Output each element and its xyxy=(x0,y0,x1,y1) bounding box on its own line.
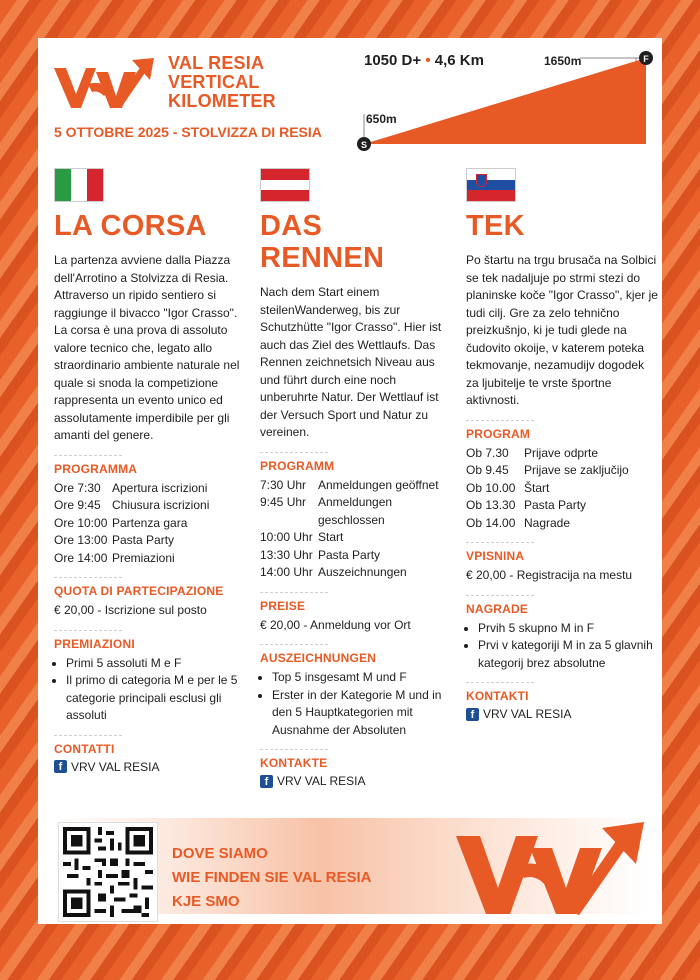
column-italian xyxy=(54,168,246,774)
award-item: • Primi 5 assoluti M e F xyxy=(66,655,246,673)
contacts-title: KONTAKTI xyxy=(466,689,529,703)
title-line-1: VAL RESIA xyxy=(168,53,265,73)
fee-title: QUOTA DI PARTECIPAZIONE xyxy=(54,584,224,598)
heading-tek: TEK xyxy=(466,210,525,242)
austria-flag xyxy=(260,168,310,202)
elevation-area xyxy=(364,58,646,144)
awards-section xyxy=(260,651,452,739)
program-row: Ore 13:00 Pasta Party xyxy=(54,533,175,547)
fee-title: VPISNINA xyxy=(466,549,525,563)
program-row: 7:30 Uhr Anmeldungen geöffnet xyxy=(260,477,439,492)
location-line-sl: KJE SMO xyxy=(172,893,240,910)
elevation-start-label: 650m xyxy=(366,112,397,126)
program-row: Ob 14.00 Nagrade xyxy=(466,515,571,530)
column-german xyxy=(260,168,452,788)
location-line-it: DOVE SIAMO xyxy=(172,845,268,862)
program-title: PROGRAMM xyxy=(260,458,335,473)
facebook-icon: f xyxy=(54,760,67,773)
awards-title: PREMIAZIONI xyxy=(54,636,135,651)
divider xyxy=(260,644,328,645)
poster-card xyxy=(38,38,662,924)
program-row: Ore 10:00 Partenza gara xyxy=(54,515,188,530)
column-slovenian xyxy=(466,168,658,721)
awards-title: AUSZEICHNUNGEN xyxy=(260,651,377,665)
program-section xyxy=(466,427,658,533)
program-row: 9:45 Uhr Anmeldungen geschlossen xyxy=(260,495,393,527)
qr-code[interactable] xyxy=(58,822,158,922)
italy-flag xyxy=(54,168,104,202)
program-row: 10:00 Uhr Start xyxy=(260,530,344,544)
award-item: • Prvih 5 skupno M in F xyxy=(478,620,658,638)
divider xyxy=(466,595,534,596)
facebook-link[interactable]: f VRV VAL RESIA xyxy=(260,774,452,788)
awards-section xyxy=(54,637,246,725)
elevation-gain: 1050 D+ xyxy=(364,52,422,69)
program-section xyxy=(54,462,246,568)
award-item: • Prvi v kategoriji M in za 5 glavnih kategorij brez absolutne xyxy=(478,637,658,672)
program-row: Ob 10.00 Štart xyxy=(466,480,550,495)
program-title: PROGRAMMA xyxy=(54,461,138,476)
vrv-logo xyxy=(52,54,156,116)
contacts-section xyxy=(260,756,452,788)
facebook-link[interactable]: f VRV VAL RESIA xyxy=(54,760,246,774)
program-row: Ore 9:45 Chiusura iscrizioni xyxy=(54,498,210,512)
divider xyxy=(260,592,328,593)
fee-text: € 20,00 - Registracija na mestu xyxy=(466,568,633,582)
elevation-end-label: 1650m xyxy=(544,54,582,68)
program-row: 14:00 Uhr Auszeichnungen xyxy=(260,565,407,579)
fee-section xyxy=(466,549,658,585)
award-item: • Il primo di categoria M e per le 5 categorie principali esclusi gli assoluti xyxy=(66,672,246,725)
divider xyxy=(466,420,534,421)
divider xyxy=(54,577,122,578)
divider xyxy=(54,735,122,736)
vrv-logo-large xyxy=(456,818,646,922)
awards-title: NAGRADE xyxy=(466,601,529,616)
contacts-title: CONTATTI xyxy=(54,741,115,756)
slovenia-coat-of-arms xyxy=(476,174,487,187)
program-row: Ob 9.45 Prijave se zaključijo xyxy=(466,463,629,477)
program-row: Ore 7:30 Apertura iscrizioni xyxy=(54,480,208,495)
intro-text: Po štartu na trgu brusača na Solbici se tek nadaljuje po strmi stezi do planinske koče "Igor Crasso", kjer je tudi cilj. Gre za zelo tehnično preizkušnjo, ki je tudi glede na čudovito okoije, v katerem poteka tekmovanje, nezamudijv dogodek za ljubitelje te vrste športne aktivnosti. xyxy=(466,253,658,407)
stats-separator: • xyxy=(425,52,431,69)
fee-section xyxy=(54,584,246,620)
divider xyxy=(466,682,534,683)
contacts-section xyxy=(54,742,246,774)
program-row: 13:30 Uhr Pasta Party xyxy=(260,547,381,562)
heading-das-rennen: DAS RENNEN xyxy=(260,210,385,274)
slovenia-flag xyxy=(466,168,516,202)
program-row: Ob 7.30 Prijave odprte xyxy=(466,445,599,460)
contacts-title: KONTAKTE xyxy=(260,756,328,770)
award-item: • Erster in der Kategorie M und in den 5 Hauptkategorien mit Ausnahme der Absoluten xyxy=(272,687,452,740)
divider xyxy=(260,749,328,750)
divider xyxy=(54,630,122,631)
fee-title: PREISE xyxy=(260,598,306,613)
awards-section xyxy=(466,602,658,673)
divider xyxy=(54,455,122,456)
fee-text: € 20,00 - Iscrizione sul posto xyxy=(54,603,207,617)
intro-text: Nach dem Start einem steilenWanderweg, bis zur Schutzhütte "Igor Crasso". Hier ist auch das Ziel des Wettlaufs. Das Rennen zeichnetsich Niveau aus und führt durch eine noch unberuhrte Natur. Der Wettlauf ist der Versuch Sport und Natur zu vereinen. xyxy=(260,285,442,439)
fee-text: € 20,00 - Anmeldung vor Ort xyxy=(260,617,411,632)
heading-la-corsa: LA CORSA xyxy=(54,210,207,242)
title-line-3: KILOMETER xyxy=(168,91,276,111)
program-row: Ob 13.30 Pasta Party xyxy=(466,498,587,512)
program-row: Ore 14:00 Premiazioni xyxy=(54,550,175,565)
facebook-icon: f xyxy=(260,775,273,788)
fee-section xyxy=(260,599,452,635)
divider xyxy=(466,542,534,543)
divider xyxy=(260,452,328,453)
award-item: • Top 5 insgesamt M und F xyxy=(272,669,452,687)
finish-marker-label: F xyxy=(643,54,649,64)
program-section xyxy=(260,459,452,582)
program-title: PROGRAM xyxy=(466,426,531,441)
distance: 4,6 Km xyxy=(434,52,484,69)
intro-text: La partenza avviene dalla Piazza dell'Arrotino a Stolvizza di Resia. Attraverso un ripido sentiero si raggiunge il bivacco "Igor Crasso". La corsa è una prova di assoluto valore tecnico che, legato allo straordinario ambiente naturale nel quale si snoda la competizione rappresenta un evento unico ed assolutamente imperdibile per gli amanti del genere. xyxy=(54,253,240,442)
race-stats xyxy=(364,52,484,69)
facebook-link[interactable]: f VRV VAL RESIA xyxy=(466,707,658,721)
start-marker-label: S xyxy=(360,140,368,150)
contacts-section xyxy=(466,689,658,721)
location-line-de: WIE FINDEN SIE VAL RESIA xyxy=(172,869,372,886)
location-text xyxy=(172,842,371,914)
title-line-2: VERTICAL xyxy=(168,72,260,92)
facebook-icon: f xyxy=(466,708,479,721)
event-title xyxy=(168,54,276,111)
date-location: 5 OTTOBRE 2025 - STOLVIZZA DI RESIA xyxy=(54,124,322,140)
